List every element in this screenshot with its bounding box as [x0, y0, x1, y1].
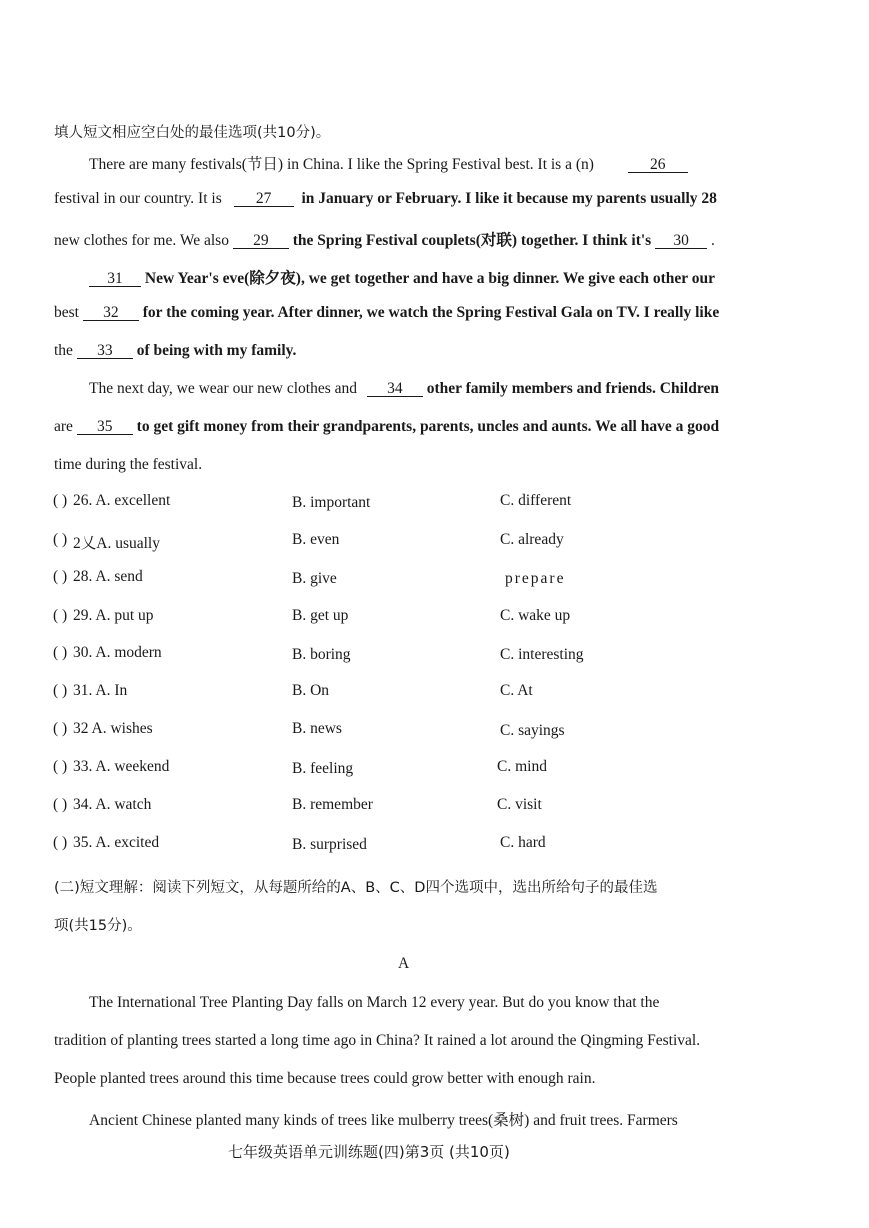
option-c: prepare: [505, 570, 566, 587]
option-a: 31. A. In: [73, 682, 128, 699]
blank-33: 33: [77, 344, 133, 359]
question-row: [0, 607, 869, 629]
answer-paren: ( ): [53, 720, 68, 737]
option-c: C. mind: [497, 758, 547, 775]
option-c: C. interesting: [500, 646, 584, 663]
passage-line-8: [54, 418, 719, 436]
blank-32: 32: [83, 306, 139, 321]
answer-paren: ( ): [53, 492, 68, 509]
passage-line-2: [54, 190, 717, 208]
option-a: 29. A. put up: [73, 607, 154, 624]
option-b: B. important: [292, 494, 371, 511]
question-row: [0, 531, 869, 553]
option-b: B. give: [292, 570, 337, 587]
option-b: B. boring: [292, 646, 351, 663]
blank-29: 29: [233, 234, 289, 249]
passage-text: are: [54, 418, 73, 435]
option-a: 30. A. modern: [73, 644, 162, 661]
passage-text: the Spring Festival couplets(对联) together. I think it's: [292, 232, 652, 249]
option-b: B. get up: [292, 607, 349, 624]
passage-text: best: [54, 304, 79, 321]
option-c: C. visit: [497, 796, 542, 813]
blank-26: 26: [628, 158, 688, 173]
blank-34: 34: [367, 382, 423, 397]
option-b: B. even: [292, 531, 340, 548]
option-a: 26. A. excellent: [73, 492, 171, 509]
question-row: [0, 720, 869, 742]
passage-text: New Year's eve(除夕夜), we get together and have a big dinner. We give each other our: [144, 270, 716, 287]
option-b: B. On: [292, 682, 330, 699]
question-row: [0, 796, 869, 818]
option-c: C. already: [500, 531, 564, 548]
passage-text: of being with my family.: [136, 342, 297, 359]
option-b: B. feeling: [292, 760, 354, 777]
answer-paren: ( ): [53, 644, 68, 661]
passage-line-1: [89, 152, 688, 174]
question-row: [0, 644, 869, 666]
passage-line-7: [89, 380, 719, 398]
passage-a-line: tradition of planting trees started a long time ago in China? It rained a lot around the Qingming Festival.: [54, 1032, 701, 1049]
option-a: 34. A. watch: [73, 796, 152, 813]
blank-30: 30: [655, 234, 707, 249]
passage-line-6: [54, 342, 296, 360]
question-row: [0, 492, 869, 514]
question-row: [0, 682, 869, 704]
option-c: C. hard: [500, 834, 546, 851]
passage-text: to get gift money from their grandparents, parents, uncles and aunts. We all have a good: [136, 418, 720, 435]
passage-title: A: [398, 955, 410, 972]
section-instruction: 填人短文相应空白处的最佳选项(共10分)。: [54, 125, 331, 141]
answer-paren: ( ): [53, 682, 68, 699]
option-b: B. surprised: [292, 836, 367, 853]
option-a: 33. A. weekend: [73, 758, 170, 775]
passage-text: There are many festivals(节日) in China. I like the Spring Festival best. It is a (n): [89, 156, 594, 173]
option-c: C. sayings: [500, 722, 565, 739]
option-a: 35. A. excited: [73, 834, 160, 851]
option-a: 2乂A. usually: [73, 535, 160, 552]
page-footer: 七年级英语单元训练题(四)第3页 (共10页): [228, 1143, 510, 1161]
passage-text: the: [54, 342, 73, 359]
option-b: B. news: [292, 720, 342, 737]
option-c: C. wake up: [500, 607, 571, 624]
passage-text: The next day, we wear our new clothes and: [89, 380, 357, 397]
blank-27: 27: [234, 192, 294, 207]
answer-paren: ( ): [53, 834, 68, 851]
blank-35: 35: [77, 420, 133, 435]
option-c: C. At: [500, 682, 533, 699]
option-a: 32 A. wishes: [73, 720, 153, 737]
passage-line-4: [89, 266, 715, 288]
passage-a-line: People planted trees around this time because trees could grow better with enough rain.: [54, 1070, 596, 1087]
answer-paren: ( ): [53, 531, 68, 548]
option-c: C. different: [500, 492, 572, 509]
passage-line-3: [54, 228, 715, 250]
option-b: B. remember: [292, 796, 373, 813]
answer-paren: ( ): [53, 758, 68, 775]
section-instruction: (二)短文理解：阅读下列短文，从每题所给的A、B、C、D四个选项中，选出所给句子的最佳选: [54, 880, 658, 896]
passage-text: time during the festival.: [54, 456, 203, 473]
passage-text: .: [710, 232, 715, 249]
question-row: [0, 758, 869, 780]
question-row: [0, 834, 869, 856]
passage-text: in January or February. I like it because my parents usually 28: [301, 190, 717, 207]
section-instruction: 项(共15分)。: [54, 918, 142, 934]
passage-a-line: Ancient Chinese planted many kinds of trees like mulberry trees(桑树) and fruit trees. Farmers: [89, 1112, 678, 1129]
passage-text: new clothes for me. We also: [54, 232, 229, 249]
question-row: [0, 568, 869, 590]
passage-text: other family members and friends. Children: [426, 380, 719, 397]
option-a: 28. A. send: [73, 568, 143, 585]
passage-text: festival in our country. It is: [54, 190, 222, 207]
answer-paren: ( ): [53, 607, 68, 624]
answer-paren: ( ): [53, 796, 68, 813]
blank-31: 31: [89, 272, 141, 287]
passage-a-line: The International Tree Planting Day falls on March 12 every year. But do you know that the: [89, 994, 660, 1011]
passage-text: for the coming year. After dinner, we watch the Spring Festival Gala on TV. I really like: [142, 304, 720, 321]
answer-paren: ( ): [53, 568, 68, 585]
passage-line-9: [54, 456, 202, 474]
passage-line-5: [54, 304, 719, 322]
